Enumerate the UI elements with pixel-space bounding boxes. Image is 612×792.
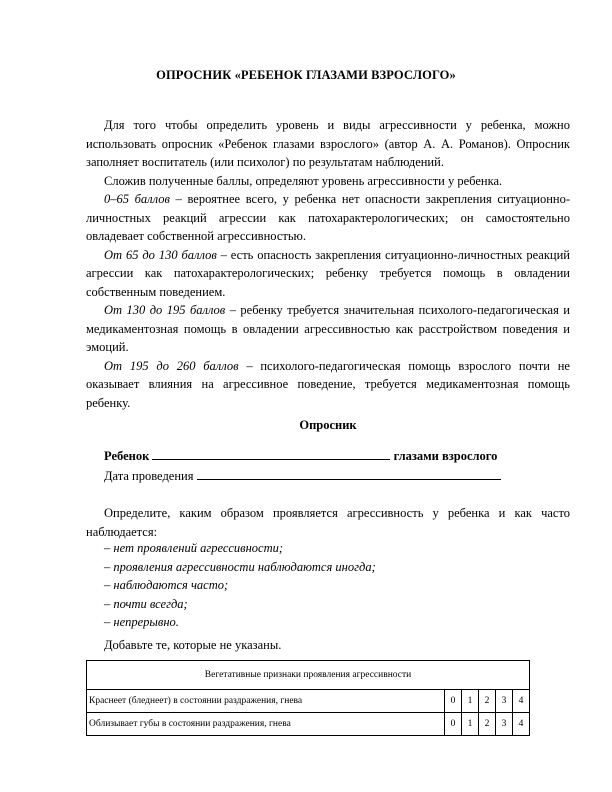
score-cell[interactable]: 0 [445,713,462,736]
intro-paragraph-2: Сложив полученные баллы, определяют уровень агрессивности у ребенка. [104,173,503,188]
level-text-3: – ребенку требуется значительная психолого-педагогическая и медикаментозная помощь в овладении агрессивностью как расстройством поведения и эмоций. [86,303,570,354]
document-title: ОПРОСНИК «РЕБЕНОК ГЛАЗАМИ ВЗРОСЛОГО» [156,68,456,82]
score-cell[interactable]: 3 [496,690,513,713]
level-range-3: От 130 до 195 баллов [104,303,226,317]
option-item: – наблюдаются часто; [104,578,229,592]
signs-table [86,660,530,736]
date-line [104,466,501,484]
score-cell[interactable]: 4 [513,713,530,736]
level-paragraph-1 [86,190,570,246]
intro-section [86,116,570,412]
questionnaire-heading: Опросник [299,418,357,432]
level-paragraph-4 [86,357,570,413]
row-label: Краснеет (бледнеет) в состоянии раздражения, гнева [87,690,445,713]
child-name-blank[interactable] [152,446,390,460]
option-item: – проявления агрессивности наблюдаются иногда; [104,560,376,574]
date-label: Дата проведения [104,469,194,483]
intro-paragraph-1: Для того чтобы определить уровень и виды агрессивности у ребенка, можно использовать опросник «Ребенок глазами взрослого» (автор А. А. Романов). Опросник заполняет воспитатель (или психолог) по результатам наблюдений. [86,118,570,169]
level-range-2: От 65 до 130 баллов [104,247,217,262]
add-note: Добавьте те, которые не указаны. [104,638,282,652]
instruction-text: Определите, каким образом проявляется агрессивность у ребенка и как часто наблюдается: [86,506,570,539]
score-cell[interactable]: 4 [513,690,530,713]
level-text-4: – психолого-педагогическая помощь взрослого почти не оказывает влияния на агрессивное поведение, требуется медикаментозная помощь ребенку. [86,358,570,410]
instruction-section [86,504,570,541]
table-header: Вегетативные признаки проявления агрессивности [87,661,530,690]
date-blank[interactable] [197,466,501,480]
child-name-line [104,446,497,464]
child-suffix: глазами взрослого [390,449,498,463]
child-label: Ребенок [104,449,150,463]
score-cell[interactable]: 3 [496,713,513,736]
row-label: Облизывает губы в состоянии раздражения, гнева [87,713,445,736]
level-paragraph-2 [86,246,570,302]
option-item: – нет проявлений агрессивности; [104,541,284,555]
score-cell[interactable]: 1 [462,713,479,736]
table-row [87,690,530,713]
score-cell[interactable]: 0 [445,690,462,713]
level-text-1: – вероятнее всего, у ребенка нет опасности закрепления ситуационно-личностных реакций агрессии как патохарактерологических; он самостоятельно овладевает собственной агрессивностью. [86,192,570,243]
score-cell[interactable]: 2 [479,713,496,736]
table-row [87,713,530,736]
level-range-4: От 195 до 260 баллов [104,358,239,373]
level-range-1: 0–65 баллов [104,192,170,206]
option-item: – непрерывно. [104,615,179,629]
level-paragraph-3 [86,301,570,357]
score-cell[interactable]: 2 [479,690,496,713]
option-item: – почти всегда; [104,597,188,611]
level-text-2: – есть опасность закрепления ситуационно-личностных реакций агрессии как патохарактерологических; ребенку требуется помощь в овладении собственным поведением. [86,247,570,299]
score-cell[interactable]: 1 [462,690,479,713]
